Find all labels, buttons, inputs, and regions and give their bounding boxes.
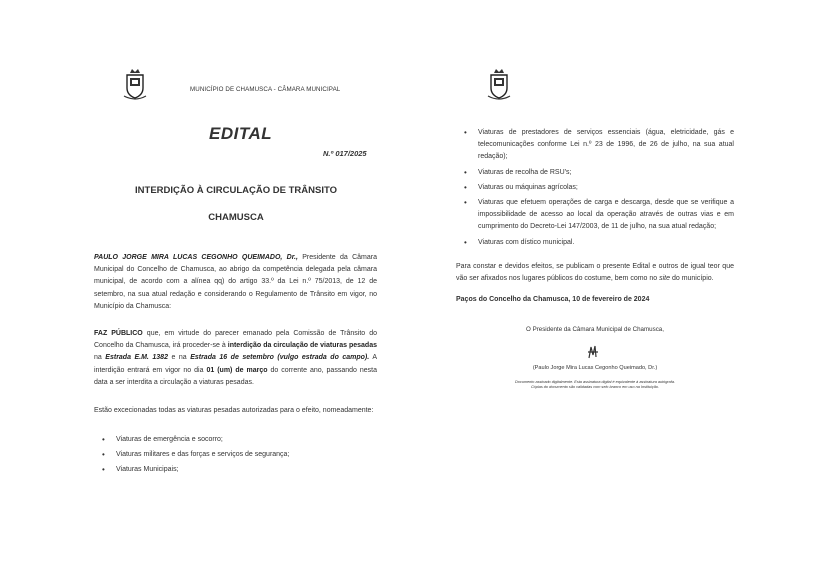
right-bullet-list xyxy=(456,127,734,252)
list-item: • Viaturas de prestadores de serviços essenciais (água, eletricidade, gás e telecomunicações conforme Lei n.º 23 de 1996, de 26 de julho, na sua atual redação); xyxy=(456,127,734,164)
list-item: • Viaturas que efetuem operações de carga e descarga, desde que se verifique a impossibilidade de acesso ao local da operação através de outras vias e em cumprimento do Decreto-Lei 147/2003, de 11 de julho, na sua atual redação; xyxy=(456,197,734,234)
president-name: PAULO JORGE MIRA LUCAS CEGONHO QUEIMADO, Dr., xyxy=(94,254,298,261)
signatory-name: (Paulo Jorge Mira Lucas Cegonho Queimado, Dr.) xyxy=(532,365,658,371)
municipality-header: MUNICÍPIO DE CHAMUSCA - CÂMARA MUNICIPAL xyxy=(190,86,341,93)
announcement-text-4: A interdição entrará em vigor no dia xyxy=(94,354,377,374)
signature-icon xyxy=(586,344,600,360)
effective-date: 01 (um) de março xyxy=(206,366,268,374)
announcement-paragraph xyxy=(94,328,377,389)
list-item: • Viaturas ou máquinas agrícolas; xyxy=(456,182,734,194)
announcement-text-2: na xyxy=(94,354,106,362)
announcement-text-3: e na xyxy=(167,354,191,362)
footnote-line-1: Documento assinado digitalmente. Esta assinatura digital é equivalente à assinatura autógrafa. xyxy=(515,380,675,384)
footnote-line-2: Cópias do documento são validadas com selo branco em uso na Instituição. xyxy=(530,385,660,390)
announcement-text-1: que, em virtude do parecer emanado pela Comissão de Trânsito do Concelho da Chamusca, irá proceder-se à xyxy=(94,330,377,350)
municipal-crest-icon xyxy=(486,68,512,102)
interdiction-phrase: interdição da circulação de viaturas pesadas xyxy=(227,342,377,350)
announcement-text-5: do corrente ano, passando nesta data a ser interdita a circulação a viaturas pesadas. xyxy=(94,366,378,386)
edital-number: N.º 017/2025 xyxy=(323,149,367,158)
list-item: • Viaturas Municipais; xyxy=(94,464,377,476)
list-item: • Viaturas com dístico municipal. xyxy=(456,237,734,249)
announcement-lead: FAZ PÚBLICO xyxy=(94,330,143,337)
intro-paragraph xyxy=(94,252,377,313)
signatory-title: O Presidente da Câmara Municipal de Chamusca, xyxy=(526,326,664,333)
subject-line-1: INTERDIÇÃO À CIRCULAÇÃO DE TRÂNSITO xyxy=(135,185,337,196)
site-word: site xyxy=(659,275,671,283)
closing-text-1: Para constar e devidos efeitos, se publicam o presente Edital e outros de igual teor que vão ser afixados nos lugares públicos do costume, bem como no xyxy=(456,263,734,283)
road-2: Estrada 16 de setembro (vulgo estrada do campo). xyxy=(190,354,370,362)
road-1: Estrada E.M. 1382 xyxy=(105,354,168,362)
municipal-crest-icon xyxy=(122,68,148,102)
subject-line-2: CHAMUSCA xyxy=(208,212,264,223)
list-item: • Viaturas de emergência e socorro; xyxy=(94,434,377,446)
exceptions-intro: Estão excecionadas todas as viaturas pesadas autorizadas para o efeito, nomeadamente: xyxy=(94,407,374,414)
list-item: • Viaturas militares e das forças e serviços de segurança; xyxy=(94,449,377,461)
list-item: • Viaturas de recolha de RSU's; xyxy=(456,167,734,179)
edital-title: EDITAL xyxy=(209,124,273,143)
left-bullet-list xyxy=(94,434,377,480)
date-line: Paços do Concelho da Chamusca, 10 de fevereiro de 2024 xyxy=(456,296,650,303)
intro-text: Presidente da Câmara Municipal do Concelho de Chamusca, ao abrigo da competência delegada pela câmara municipal, de acordo com a alínea qq) do artigo 33.º da Lei n.º 75/2013, de 12 de setembro, na sua atual redação e considerando o Regulamento de Trânsito em vigor, no Município da Chamusca: xyxy=(94,254,377,310)
footnote xyxy=(460,380,730,390)
closing-paragraph xyxy=(456,261,734,285)
right-page xyxy=(410,0,820,580)
closing-text-2: do município. xyxy=(670,275,714,283)
